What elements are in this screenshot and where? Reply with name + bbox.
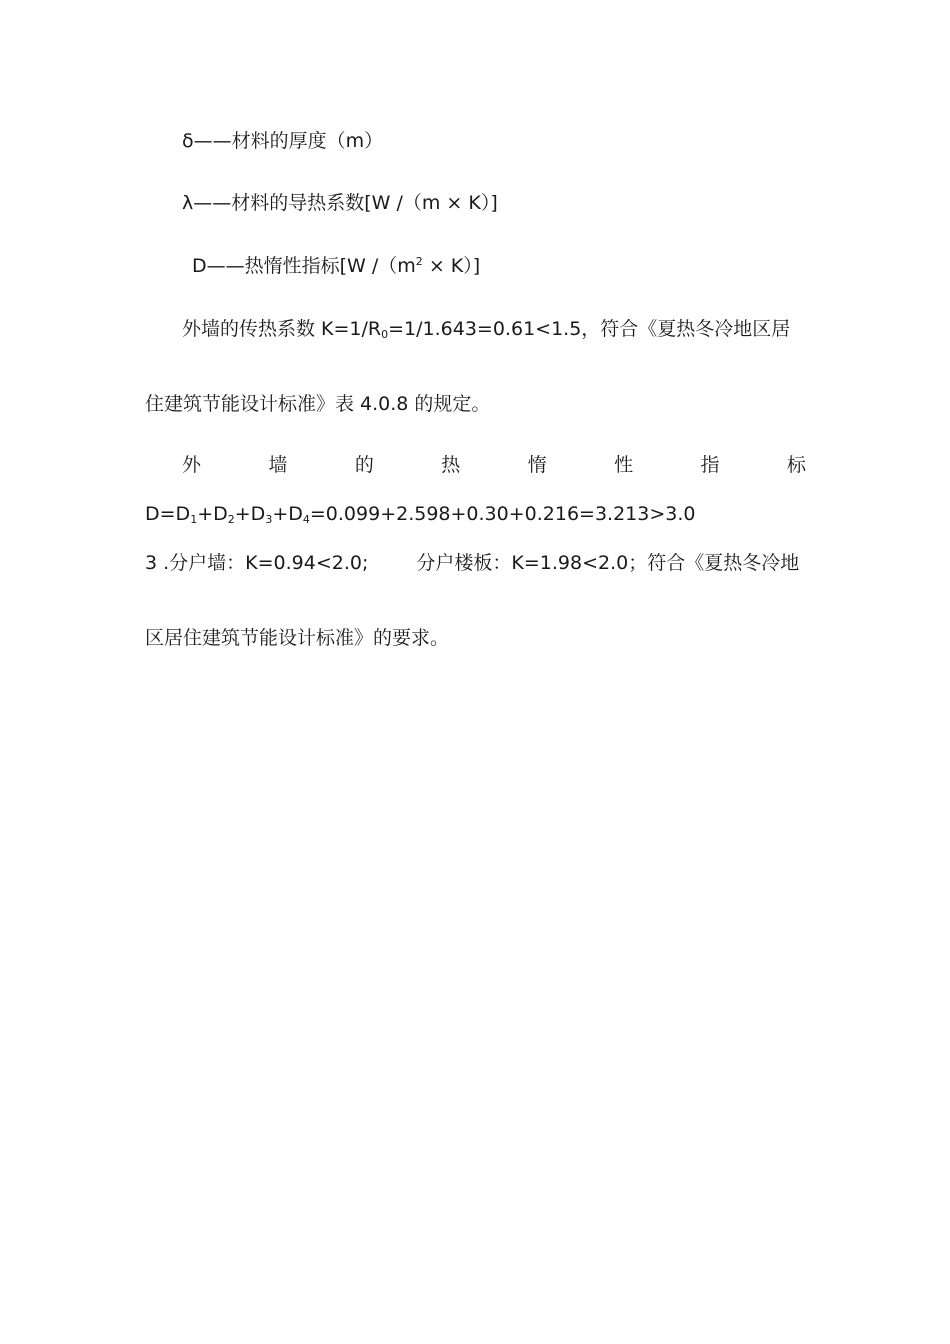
partition-line-1 (145, 551, 799, 575)
partition-wall-text: 3 .分户墙：K=0.94<2.0; (145, 552, 369, 574)
eq-part: +D (234, 503, 266, 525)
heading-char: 指 (700, 454, 720, 476)
eq-subscript: 2 (227, 513, 235, 526)
outer-wall-k-line-2: 住建筑节能设计标准》表 4.0.8 的规定。 (145, 393, 491, 415)
outer-wall-k-text-b: =1/1.643=0.61<1.5，符合《夏热冬冷地区居 (388, 318, 791, 340)
definition-d-prefix: D——热惰性指标[W /（m (192, 255, 416, 277)
heading-char: 外 (182, 454, 202, 476)
heading-char: 墙 (268, 454, 288, 476)
r-subscript: 0 (381, 328, 389, 341)
partition-line-2: 区居住建筑节能设计标准》的要求。 (145, 627, 450, 649)
definition-d (192, 254, 480, 278)
eq-part: +D (197, 503, 228, 525)
eq-part: =0.099+2.598+0.30+0.216=3.213>3.0 (309, 503, 696, 525)
eq-subscript: 4 (302, 513, 310, 526)
eq-subscript: 3 (265, 513, 273, 526)
eq-part: D=D (145, 503, 191, 525)
outer-wall-k-text-a: 外墙的传热系数 K=1/R (182, 318, 382, 340)
thermal-inertia-heading (182, 453, 806, 477)
eq-subscript: 1 (190, 513, 198, 526)
partition-floor-text: 分户楼板：K=1.98<2.0；符合《夏热冬冷地 (416, 552, 800, 574)
thermal-inertia-equation (145, 502, 696, 526)
definition-d-superscript: 2 (415, 255, 423, 268)
heading-char: 标 (786, 454, 806, 476)
definition-lambda: λ——材料的导热系数[W /（m × K）] (182, 192, 498, 214)
outer-wall-k-line-1 (182, 317, 790, 341)
heading-char: 性 (614, 454, 634, 476)
eq-part: +D (272, 503, 303, 525)
definition-d-suffix: × K）] (428, 255, 481, 277)
heading-char: 惰 (527, 454, 547, 476)
definition-delta: δ——材料的厚度（m） (182, 130, 384, 152)
heading-char: 的 (354, 454, 374, 476)
heading-char: 热 (441, 454, 461, 476)
